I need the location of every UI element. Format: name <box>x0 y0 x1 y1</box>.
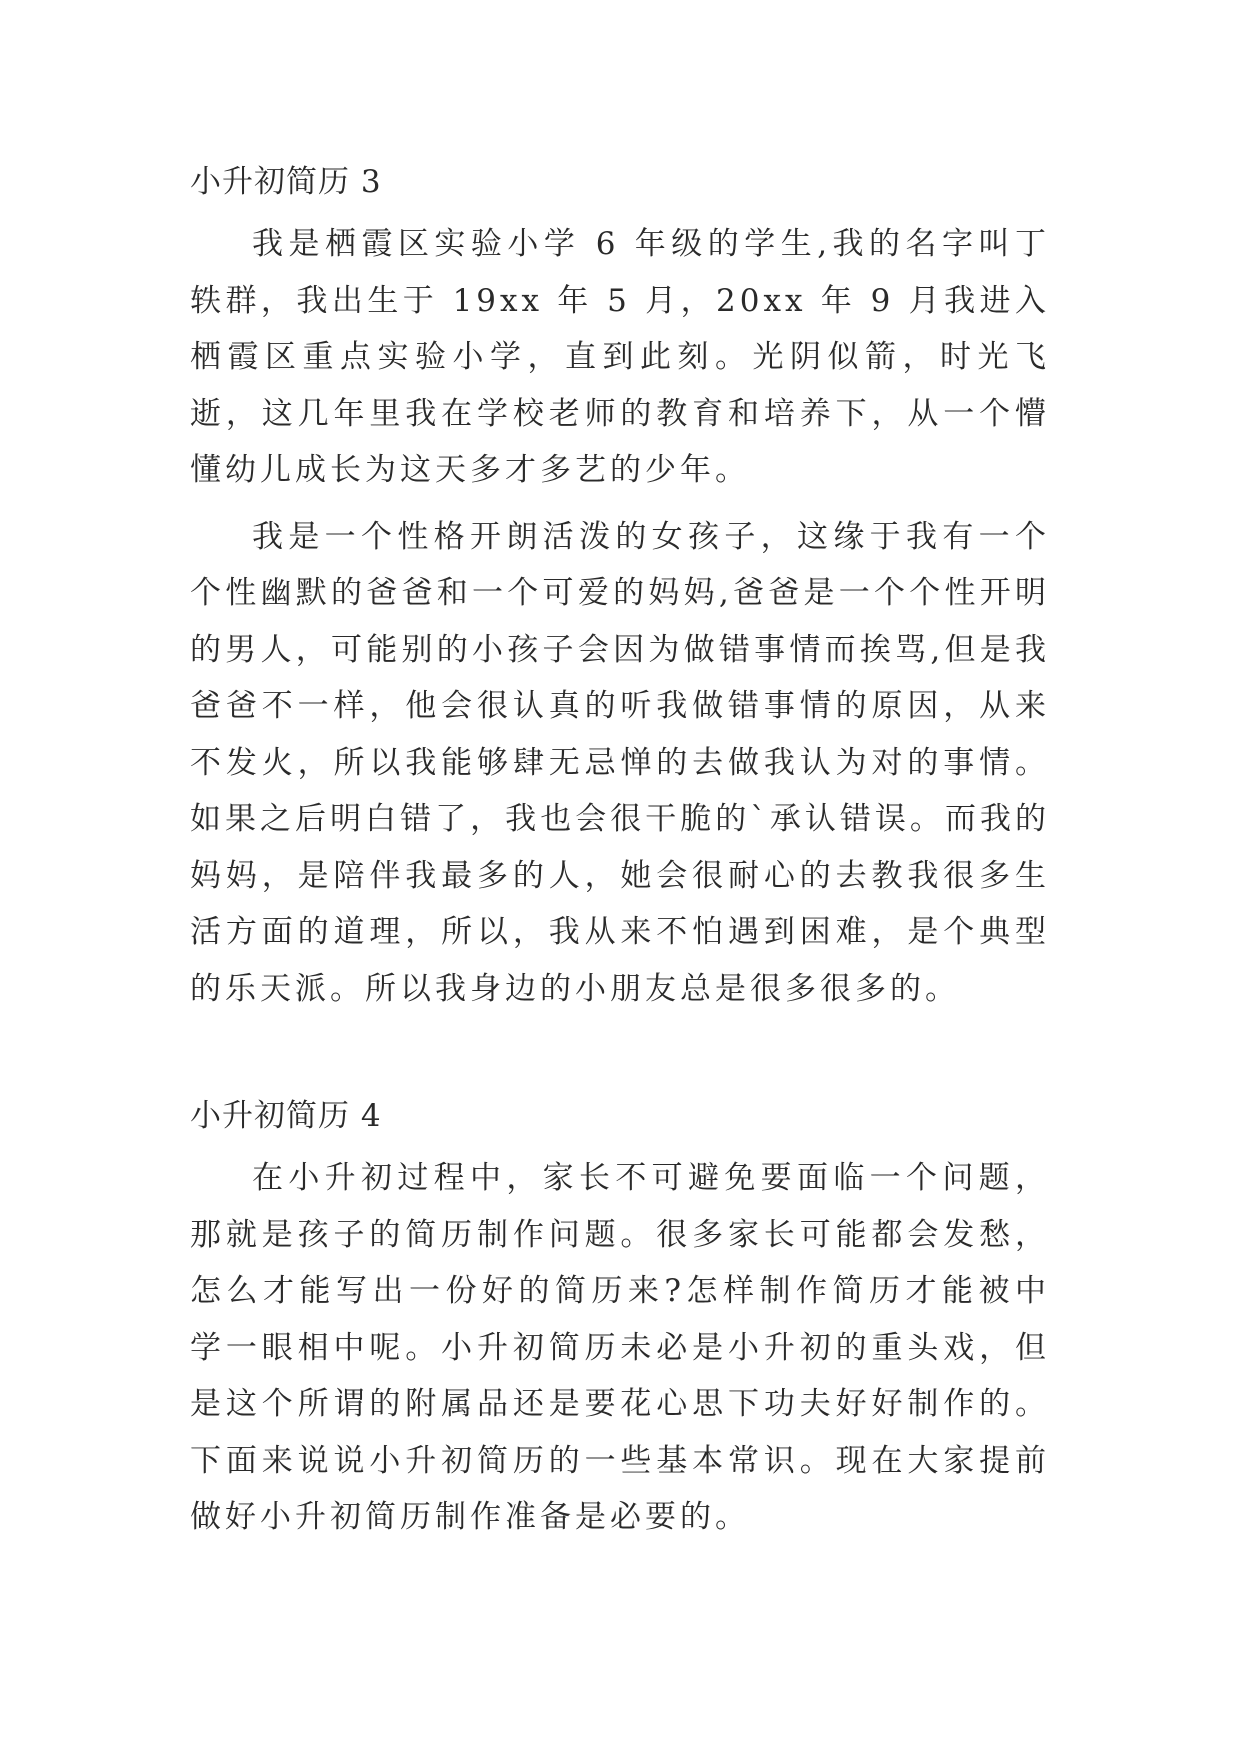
section-heading: 小升初简历 4 <box>190 1098 382 1134</box>
paragraph-resume-tips: 在小升初过程中，家长不可避免要面临一个问题，那就是孩子的简历制作问题。很多家长可能都会发愁，怎么才能写出一份好的简历来?怎样制作简历才能被中学一眼相中呢。小升初简历未必是小升初的重头戏，但是这个所谓的附属品还是要花心思下功夫好好制作的。下面来说说小升初简历的一些基本常识。现在大家提前做好小升初简历制作准备是必要的。 <box>190 1160 1050 1535</box>
section-heading: 小升初简历 3 <box>190 164 382 200</box>
paragraph-intro: 我是栖霞区实验小学 6 年级的学生,我的名字叫丁轶群，我出生于 19xx 年 5 月，20xx 年 9 月我进入栖霞区重点实验小学，直到此刻。光阴似箭，时光飞逝，这几年里我在学校老师的教育和培养下，从一个懵懂幼儿成长为这天多才多艺的少年。 <box>190 226 1050 488</box>
resume-section-4 <box>190 1094 1050 1556</box>
resume-section-3 <box>190 160 1050 1027</box>
paragraph-personality: 我是一个性格开朗活泼的女孩子，这缘于我有一个个性幽默的爸爸和一个可爱的妈妈,爸爸是一个个性开明的男人，可能别的小孩子会因为做错事情而挨骂,但是我爸爸不一样，他会很认真的听我做错事情的原因，从来不发火，所以我能够肆无忌惮的去做我认为对的事情。如果之后明白错了，我也会很干脆的`承认错误。而我的妈妈，是陪伴我最多的人，她会很耐心的去教我很多生活方面的道理，所以，我从来不怕遇到困难，是个典型的乐天派。所以我身边的小朋友总是很多很多的。 <box>190 518 1050 1007</box>
